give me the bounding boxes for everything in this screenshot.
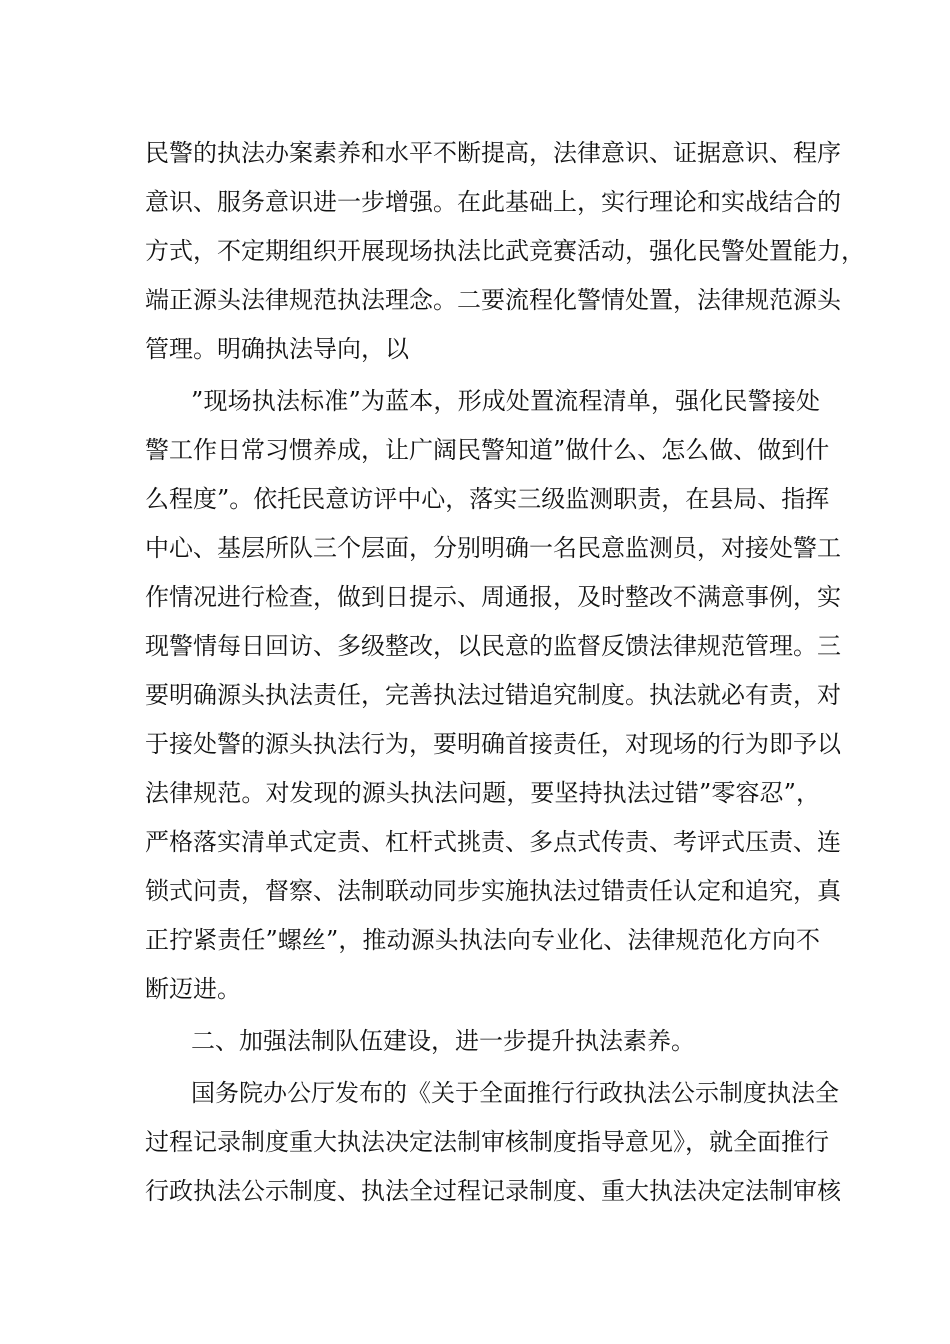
text-line: 民警的执法办案素养和水平不断提高，法律意识、证据意识、程序 bbox=[145, 139, 841, 167]
text-line: ”现场执法标准”为蓝本，形成处置流程清单，强化民警接处 bbox=[191, 387, 820, 415]
text-line: 要明确源头执法责任，完善执法过错追究制度。执法就必有责，对 bbox=[145, 681, 841, 709]
text-line: 么程度”。依托民意访评中心，落实三级监测职责，在县局、指挥 bbox=[145, 485, 830, 513]
text-line: 作情况进行检查，做到日提示、周通报，及时整改不满意事例，实 bbox=[145, 583, 841, 611]
text-line: 国务院办公厅发布的《关于全面推行行政执法公示制度执法全 bbox=[191, 1079, 839, 1107]
text-line: 正拧紧责任”螺丝”，推动源头执法向专业化、法律规范化方向不 bbox=[145, 926, 820, 954]
text-line: 管理。明确执法导向，以 bbox=[145, 335, 409, 363]
text-line: 严格落实清单式定责、杠杆式挑责、多点式传责、考评式压责、连 bbox=[145, 828, 841, 856]
text-line: 现警情每日回访、多级整改，以民意的监督反馈法律规范管理。三 bbox=[145, 632, 841, 660]
text-line: 中心、基层所队三个层面，分别明确一名民意监测员，对接处警工 bbox=[145, 534, 841, 562]
text-line: 过程记录制度重大执法决定法制审核制度指导意见》，就全面推行 bbox=[145, 1128, 829, 1156]
text-line: 锁式问责，督察、法制联动同步实施执法过错责任认定和追究，真 bbox=[145, 877, 841, 905]
text-line: 行政执法公示制度、执法全过程记录制度、重大执法决定法制审核 bbox=[145, 1177, 841, 1205]
text-line: 方式，不定期组织开展现场执法比武竞赛活动，强化民警处置能力， bbox=[145, 237, 865, 265]
text-line: 断迈进。 bbox=[145, 975, 241, 1003]
text-line: 于接处警的源头执法行为，要明确首接责任，对现场的行为即予以 bbox=[145, 730, 841, 758]
section-heading: 二、加强法制队伍建设，进一步提升执法素养。 bbox=[191, 1027, 695, 1055]
text-line: 法律规范。对发现的源头执法问题，要坚持执法过错”零容忍”， bbox=[145, 779, 820, 807]
text-line: 警工作日常习惯养成，让广阔民警知道”做什么、怎么做、做到什 bbox=[145, 436, 830, 464]
text-line: 意识、服务意识进一步增强。在此基础上，实行理论和实战结合的 bbox=[145, 188, 841, 216]
text-line: 端正源头法律规范执法理念。二要流程化警情处置，法律规范源头 bbox=[145, 286, 841, 314]
